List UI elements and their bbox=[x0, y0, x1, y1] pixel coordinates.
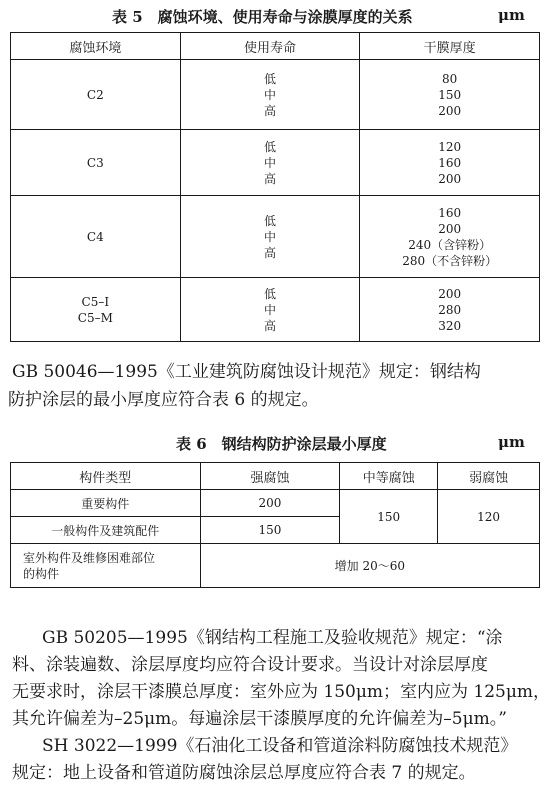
table-row bbox=[11, 196, 540, 278]
type-line: 室外构件及维修困难部位 bbox=[23, 550, 156, 565]
life-cell bbox=[180, 278, 360, 342]
env-cell bbox=[11, 196, 181, 278]
weak-cell: 120 bbox=[438, 490, 540, 544]
thickness-value: 200 bbox=[438, 103, 462, 118]
type-line: 的构件 bbox=[23, 566, 60, 581]
table6-header-row bbox=[11, 463, 540, 490]
table-row bbox=[11, 490, 540, 517]
table5-header-env: 腐蚀环境 bbox=[11, 33, 181, 60]
table6-unit: μm bbox=[498, 433, 525, 451]
table-row bbox=[11, 544, 540, 588]
type-cell: 重要构件 bbox=[11, 490, 201, 517]
env-cell bbox=[11, 130, 181, 196]
thickness-value: 150 bbox=[438, 87, 462, 102]
thickness-value: 280 bbox=[438, 302, 462, 317]
paragraph-line: 其允许偏差为–25μm。每遍涂层干漆膜厚度的允许偏差为–5μm。” bbox=[12, 709, 507, 729]
table6-header-type: 构件类型 bbox=[11, 463, 201, 490]
env-label: C5–I bbox=[81, 294, 110, 309]
env-label: C2 bbox=[86, 87, 104, 102]
env-label: C5–M bbox=[77, 310, 113, 325]
thickness-cell bbox=[360, 60, 540, 130]
thickness-value: 240（含锌粉） bbox=[408, 237, 492, 252]
strong-cell: 150 bbox=[200, 517, 340, 544]
table5-header-thickness: 干膜厚度 bbox=[360, 33, 540, 60]
paragraph-line: 防护涂层的最小厚度应符合表 6 的规定。 bbox=[8, 390, 319, 410]
thickness-value: 120 bbox=[438, 139, 462, 154]
table6-header-weak: 弱腐蚀 bbox=[438, 463, 540, 490]
paragraph-line: GB 50205—1995《钢结构工程施工及验收规范》规定：“涂 bbox=[42, 628, 503, 648]
table6 bbox=[10, 462, 540, 588]
life-label: 低 bbox=[263, 139, 276, 154]
thickness-cell bbox=[360, 130, 540, 196]
env-label: C4 bbox=[86, 229, 104, 244]
life-label: 高 bbox=[263, 171, 276, 186]
thickness-value: 320 bbox=[438, 318, 462, 333]
table6-caption: 表 6 钢结构防护涂层最小厚度 bbox=[176, 435, 387, 453]
medium-cell: 150 bbox=[340, 490, 438, 544]
thickness-value: 200 bbox=[438, 221, 462, 236]
table-row bbox=[11, 130, 540, 196]
life-label: 低 bbox=[263, 213, 276, 228]
thickness-value: 160 bbox=[438, 205, 462, 220]
life-label: 高 bbox=[263, 103, 276, 118]
increase-cell: 增加 20～60 bbox=[200, 544, 539, 588]
thickness-cell bbox=[360, 278, 540, 342]
life-label: 中 bbox=[263, 229, 276, 244]
paragraph-gb50205 bbox=[12, 624, 550, 788]
table5-header-life: 使用寿命 bbox=[180, 33, 360, 60]
paragraph-line: 料、涂装遍数、涂层厚度均应符合设计要求。当设计对涂层厚度 bbox=[12, 655, 488, 675]
table5-header-row bbox=[11, 33, 540, 60]
env-label: C3 bbox=[86, 155, 104, 170]
table6-header-strong: 强腐蚀 bbox=[200, 463, 340, 490]
paragraph-line: SH 3022—1999《石油化工设备和管道涂料防腐蚀技术规范》 bbox=[42, 736, 518, 756]
life-cell bbox=[180, 196, 360, 278]
thickness-value: 200 bbox=[438, 286, 462, 301]
thickness-value: 160 bbox=[438, 155, 462, 170]
table5-caption: 表 5 腐蚀环境、使用寿命与涂膜厚度的关系 bbox=[112, 8, 413, 26]
life-cell bbox=[180, 130, 360, 196]
thickness-value: 200 bbox=[438, 171, 462, 186]
thickness-value: 280（不含锌粉） bbox=[402, 253, 498, 268]
table-row bbox=[11, 278, 540, 342]
env-cell bbox=[11, 60, 181, 130]
env-cell bbox=[11, 278, 181, 342]
table5-unit: μm bbox=[498, 6, 525, 24]
life-label: 中 bbox=[263, 155, 276, 170]
life-label: 高 bbox=[263, 245, 276, 260]
life-label: 低 bbox=[263, 71, 276, 86]
life-label: 中 bbox=[263, 302, 276, 317]
thickness-cell bbox=[360, 196, 540, 278]
paragraph-line: 规定：地上设备和管道防腐蚀涂层总厚度应符合表 7 的规定。 bbox=[12, 763, 476, 783]
thickness-value: 80 bbox=[442, 71, 458, 86]
paragraph-line: GB 50046—1995《工业建筑防腐蚀设计规范》规定：钢结构 bbox=[12, 362, 481, 382]
table5 bbox=[10, 32, 540, 342]
life-label: 中 bbox=[263, 87, 276, 102]
life-label: 低 bbox=[263, 286, 276, 301]
type-cell bbox=[11, 544, 201, 588]
type-cell: 一般构件及建筑配件 bbox=[11, 517, 201, 544]
strong-cell: 200 bbox=[200, 490, 340, 517]
life-label: 高 bbox=[263, 318, 276, 333]
paragraph-gb50046 bbox=[8, 358, 542, 418]
table6-header-medium: 中等腐蚀 bbox=[340, 463, 438, 490]
table-row bbox=[11, 60, 540, 130]
life-cell bbox=[180, 60, 360, 130]
paragraph-line: 无要求时，涂层干漆膜总厚度：室外应为 150μm；室内应为 125μm， bbox=[12, 682, 550, 702]
